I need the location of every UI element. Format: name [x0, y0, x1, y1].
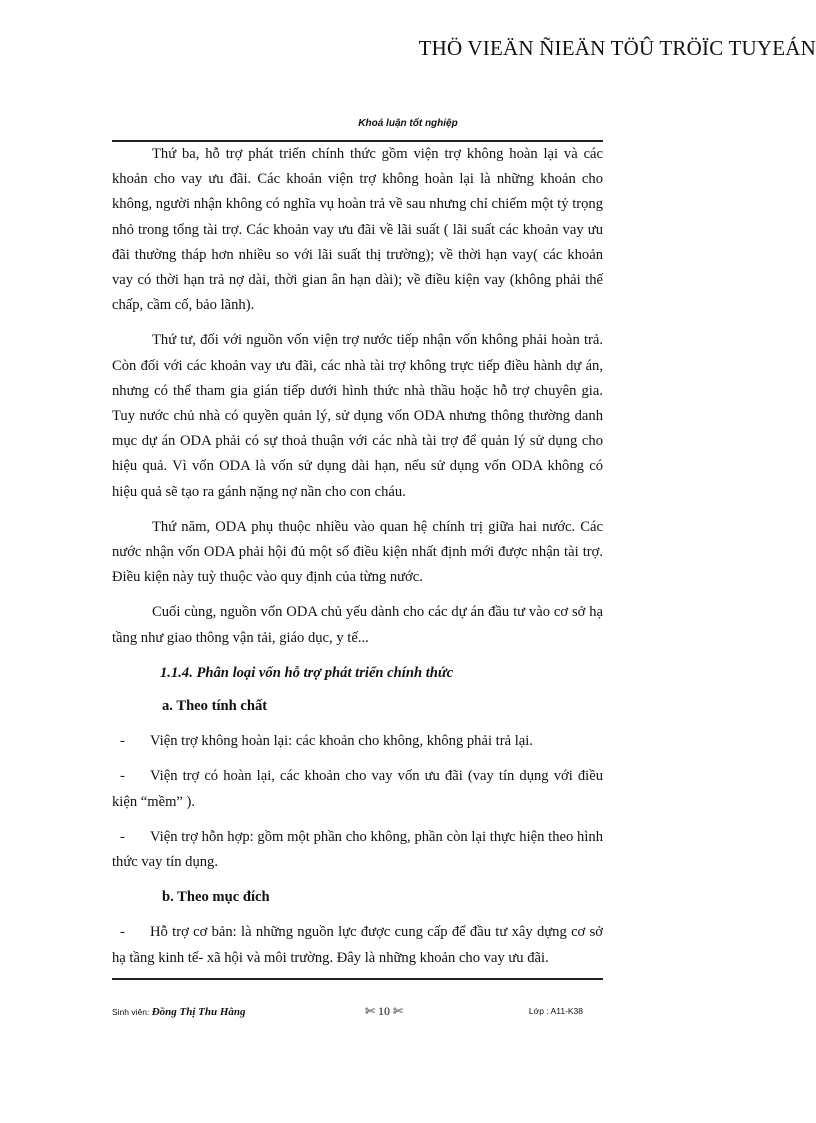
list-item: [112, 825, 603, 875]
page-number: ✄ 10 ✄: [365, 1004, 404, 1018]
class-label: Lớp : A11-K38: [528, 1006, 583, 1016]
document-body: [112, 142, 603, 981]
list-item-text: Hỗ trợ cơ bản: là những nguồn lực được cung cấp để đầu tư xây dựng cơ sở hạ tầng kinh tế- xã hội và môi trường. Đây là những khoản cho vay ưu đãi.: [112, 924, 603, 966]
section-heading: 1.1.4. Phân loại vốn hỗ trợ phát triển chính thức: [160, 664, 454, 681]
list-item-text: Viện trợ không hoàn lại: các khoản cho không, không phải trả lại.: [150, 733, 533, 750]
watermark-title: THÖ VIEÄN ÑIEÄN TÖÛ TRÖÏC TUYEÁN: [418, 36, 816, 60]
paragraph: Thứ năm, ODA phụ thuộc nhiều vào quan hệ chính trị giữa hai nước. Các nước nhận vốn ODA phải hội đủ một số điều kiện nhất định mới được nhận tài trợ. Điều kiện này tuỳ thuộc vào quy định của từng nước.: [112, 518, 603, 586]
student-name: Đồng Thị Thu Hằng: [151, 1006, 246, 1018]
list-item-text: Viện trợ hỗn hợp: gồm một phần cho không, phần còn lại thực hiện theo hình thức vay tín dụng.: [112, 828, 603, 871]
student-label: Sinh viên:: [112, 1007, 150, 1017]
bullet-dash: -: [120, 828, 125, 845]
list-item-text: Viện trợ có hoàn lại, các khoản cho vay vốn ưu đãi (vay tín dụng với điều kiện “mềm” ).: [112, 768, 603, 810]
page-footer: [112, 1006, 603, 1022]
footer-rule: [112, 978, 603, 980]
student-info: [112, 1006, 246, 1018]
document-header: Khoá luận tốt nghiệp: [358, 118, 458, 129]
subsection-heading-a: a. Theo tính chất: [162, 698, 268, 715]
paragraph: Thứ ba, hỗ trợ phát triển chính thức gồm viện trợ không hoàn lại và các khoản cho vay ưu đãi. Các khoản viện trợ không hoàn lại là những khoản cho không, người nhận không có nghĩa vụ hoàn trả về sau nhưng chỉ chiếm một tỷ trọng nhỏ trong tổng tài trợ. Các khoản vay ưu đãi về lãi suất ( lãi suất các khoản vay ưu đãi thường tháp hơn nhiều so với lãi suất thị trường); về thời hạn vay( các khoản vay có thời hạn trả nợ dài, thời gian ân hạn dài); về điều kiện vay (không phải thế chấp, cầm cố, bảo lãnh).: [112, 146, 603, 314]
subsection-heading-b: b. Theo mục đích: [162, 889, 270, 906]
list-item: [112, 729, 603, 754]
bullet-dash: -: [120, 733, 125, 750]
paragraph: Thứ tư, đối với nguồn vốn viện trợ nước tiếp nhận vốn không phải hoàn trả. Còn đối với các khoản vay ưu đãi, các nhà tài trợ không trực tiếp điều hành dự án, nhưng có thể tham gia gián tiếp dưới hình thức nhà thầu hoặc hỗ trợ chuyên gia. Tuy nước chủ nhà có quyền quản lý, sử dụng vốn ODA nhưng thông thường danh mục dự án ODA phải có sự thoả thuận với các nhà tài trợ để quản lý sử dụng cho hiệu quả. Vì vốn ODA là vốn sử dụng dài hạn, nếu sử dụng vốn ODA không có hiệu quả sẽ tạo ra gánh nặng nợ nần cho con cháu.: [112, 332, 603, 500]
list-item: [112, 764, 603, 814]
list-item: [112, 920, 603, 970]
bullet-dash: -: [120, 924, 125, 941]
paragraph: Cuối cùng, nguồn vốn ODA chủ yếu dành cho các dự án đầu tư vào cơ sở hạ tầng như giao thông vận tải, giáo dục, y tế...: [112, 604, 603, 646]
bullet-dash: -: [120, 768, 125, 785]
